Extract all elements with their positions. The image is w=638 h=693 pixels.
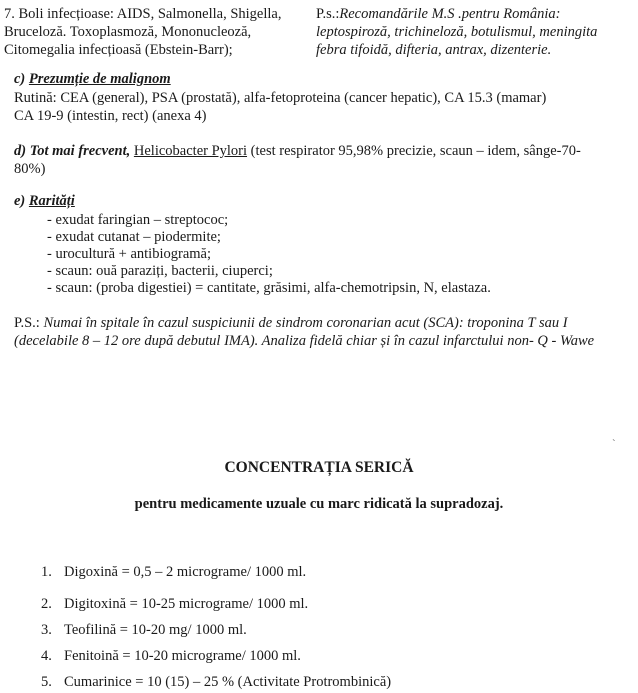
ms-recommendations-heading: Recomandările M.S .pentru România:	[339, 6, 561, 22]
drug-text: Teofilină = 10-20 mg/ 1000 ml.	[64, 622, 247, 638]
ps-prefix: P.s.:	[316, 6, 340, 22]
ps-note-prefix: P.S.:	[14, 315, 40, 331]
infectious-line-1: 7. Boli infecțioase: AIDS, Salmonella, Shigella,	[4, 6, 282, 22]
ps-note-text-1: Numai în spitale în cazul suspiciunii de sindrom coronarian acut (SCA): troponina T sau I	[43, 315, 568, 331]
serum-concentration-title: CONCENTRAȚIA SERICĂ	[224, 459, 414, 476]
drug-list-item	[41, 622, 247, 639]
section-e-heading	[14, 193, 75, 210]
section-d-details: (test respirator 95,98% precizie, scaun – idem, sânge-70-	[247, 143, 581, 159]
drug-number: 5.	[41, 674, 52, 690]
stray-mark: `	[612, 438, 616, 450]
drug-text: Digitoxină = 10-25 micrograme/ 1000 ml.	[64, 596, 309, 612]
drug-list-item	[41, 564, 306, 581]
section-d-organism: Helicobacter Pylori	[133, 143, 248, 159]
drug-list-item	[41, 674, 391, 691]
drug-text: Cumarinice = 10 (15) – 25 % (Activitate Protrombinică)	[64, 674, 392, 690]
section-d-line-2: 80%)	[14, 161, 46, 177]
section-d-label: d)	[14, 143, 27, 159]
drug-number: 1.	[41, 564, 52, 580]
section-e-label: e)	[14, 193, 26, 209]
ms-recommendations-line-2: leptospiroză, trichineloză, botulismul, meningita	[316, 24, 598, 40]
drug-text: Fenitoină = 10-20 micrograme/ 1000 ml.	[64, 648, 301, 664]
section-c-line-1: Rutină: CEA (general), PSA (prostată), alfa-fetoproteina (cancer hepatic), CA 15.3 (mamar)	[14, 90, 547, 106]
serum-concentration-subtitle: pentru medicamente uzuale cu marc ridicată la supradozaj.	[134, 496, 504, 512]
drug-number: 2.	[41, 596, 52, 612]
ps-note-line-2: (decelabile 8 – 12 ore după debutul IMA). Analiza fidelă chiar și în cazul infarctului non- Q - Wawe	[14, 333, 595, 349]
section-e-item: - scaun: ouă paraziți, bacterii, ciuperci;	[47, 263, 273, 279]
drug-number: 4.	[41, 648, 52, 664]
section-c-heading	[14, 71, 171, 88]
section-c-line-2: CA 19-9 (intestin, rect) (anexa 4)	[14, 108, 207, 124]
ps-note-line-1	[14, 315, 568, 332]
section-e-item: - exudat faringian – streptococ;	[47, 212, 229, 228]
section-e-item: - urocultură + antibiogramă;	[47, 246, 211, 262]
infectious-line-3: Citomegalia infecțioasă (Ebstein-Barr);	[4, 42, 233, 58]
drug-list-item	[41, 596, 308, 613]
section-d-line-1	[14, 143, 581, 160]
section-e-title: Rarități	[28, 193, 75, 209]
infectious-line-2: Bruceloză. Toxoplasmoză, Mononucleoză,	[4, 24, 252, 40]
section-c-title: Prezumție de malignom	[28, 71, 171, 87]
section-e-item: - scaun: (proba digestiei) = cantitate, grăsimi, alfa-chemotripsin, N, elastaza.	[47, 280, 491, 296]
section-d-title: Tot mai frecvent,	[29, 143, 131, 159]
ms-recommendations-line-3: febra tifoidă, difteria, antrax, dizenterie.	[316, 42, 552, 58]
drug-list-item	[41, 648, 301, 665]
section-c-label: c)	[14, 71, 26, 87]
ms-recommendations-line-1	[316, 6, 560, 23]
drug-text: Digoxină = 0,5 – 2 micrograme/ 1000 ml.	[64, 564, 307, 580]
drug-number: 3.	[41, 622, 52, 638]
section-e-item: - exudat cutanat – piodermite;	[47, 229, 221, 245]
